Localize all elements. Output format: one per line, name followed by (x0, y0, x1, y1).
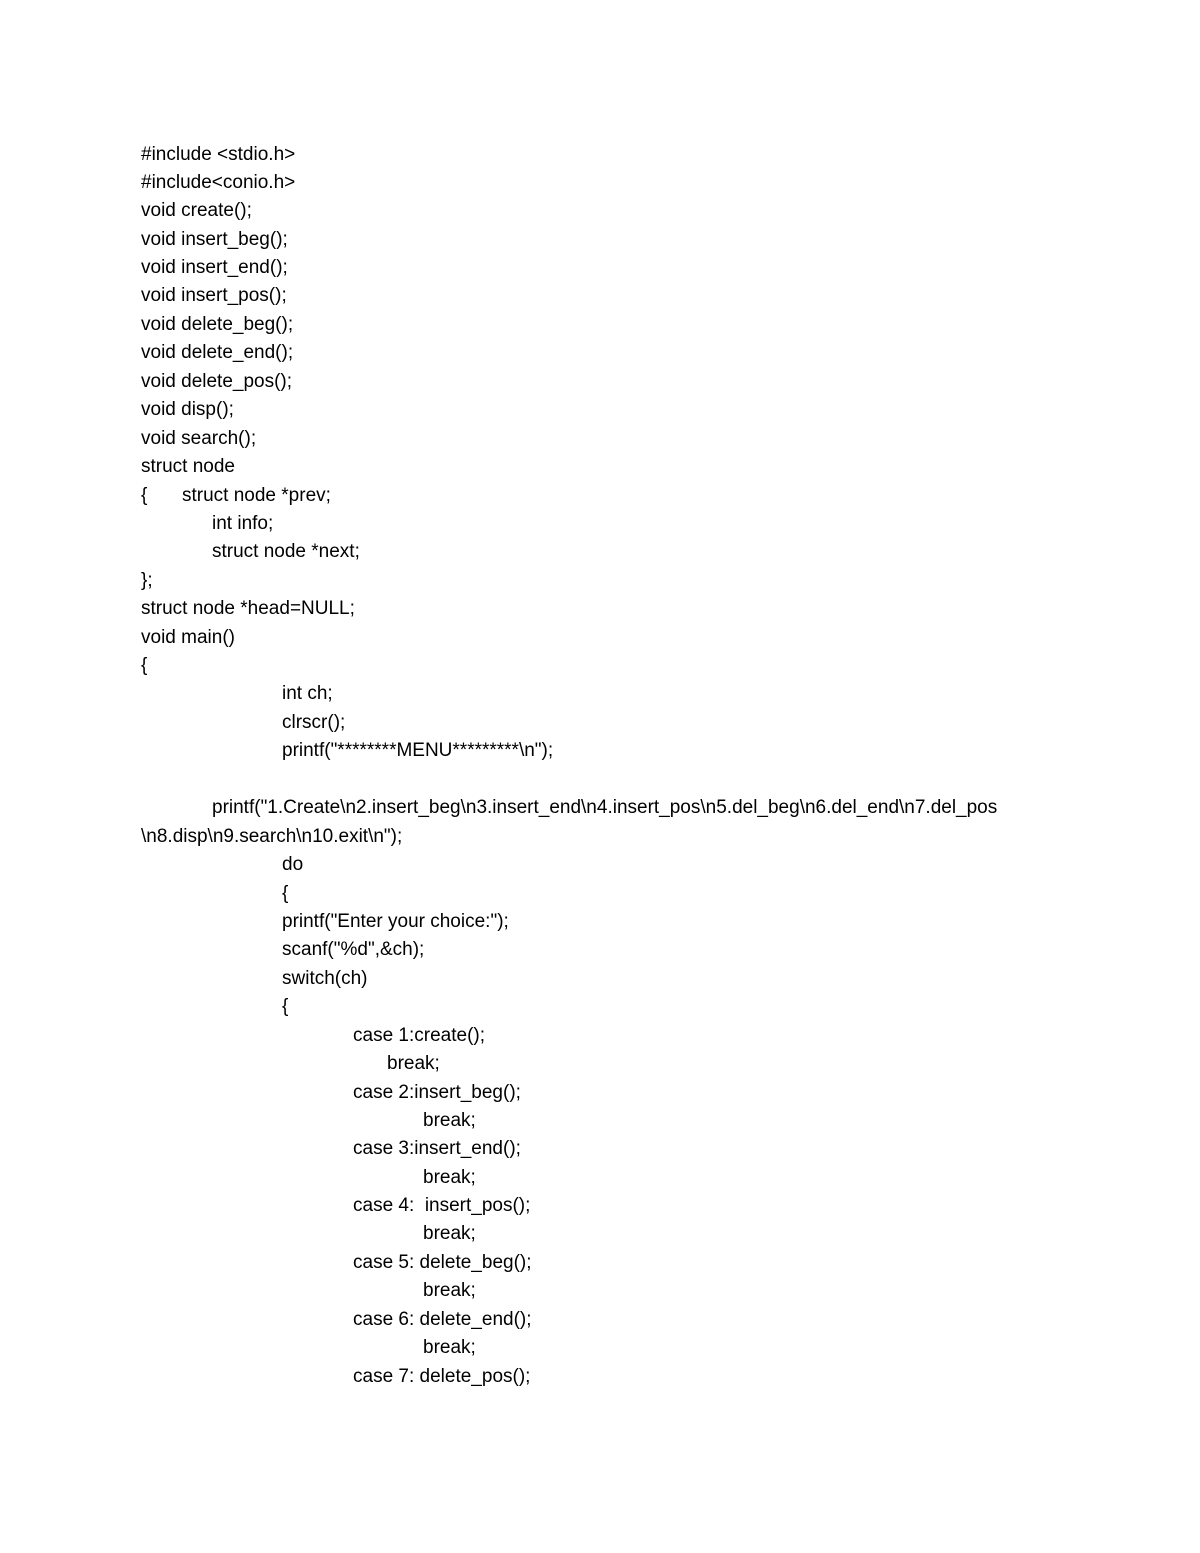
code-line: void disp(); (141, 399, 234, 420)
code-line: break; (387, 1053, 440, 1074)
code-line: case 3:insert_end(); (353, 1138, 521, 1159)
code-line: void create(); (141, 200, 252, 221)
code-line: clrscr(); (282, 712, 346, 733)
code-line: void delete_end(); (141, 342, 294, 363)
code-line: do (282, 854, 304, 875)
code-line: void insert_beg(); (141, 229, 288, 250)
code-line: printf("1.Create\n2.insert_beg\n3.insert_end\n4.insert_pos\n5.del_beg\n6.del_end\n7.del_pos (212, 797, 998, 818)
code-line: case 2:insert_beg(); (353, 1082, 521, 1103)
code-line: break; (423, 1337, 476, 1358)
code-line: }; (141, 570, 153, 591)
code-line: int info; (212, 513, 274, 534)
code-line: \n8.disp\n9.search\n10.exit\n"); (141, 826, 403, 847)
code-line: struct node (141, 456, 235, 477)
code-line: void insert_pos(); (141, 285, 287, 306)
code-line: void insert_end(); (141, 257, 288, 278)
code-line: void delete_beg(); (141, 314, 294, 335)
code-line: printf("Enter your choice:"); (282, 911, 509, 932)
code-line: case 6: delete_end(); (353, 1309, 532, 1330)
code-line: { (282, 996, 289, 1017)
code-line: case 7: delete_pos(); (353, 1366, 531, 1387)
code-line: struct node *head=NULL; (141, 598, 355, 619)
code-line: break; (423, 1280, 476, 1301)
code-line: { (141, 485, 148, 506)
code-line: break; (423, 1110, 476, 1131)
code-line: #include <stdio.h> (141, 144, 296, 165)
code-line: struct node *next; (212, 541, 360, 562)
code-line: case 5: delete_beg(); (353, 1252, 532, 1273)
code-line: #include<conio.h> (141, 172, 296, 193)
code-line: void search(); (141, 428, 257, 449)
code-line: break; (423, 1167, 476, 1188)
code-line: struct node *prev; (182, 485, 331, 506)
code-line: break; (423, 1223, 476, 1244)
code-line: switch(ch) (282, 968, 368, 989)
code-line: scanf("%d",&ch); (282, 939, 425, 960)
code-line: int ch; (282, 683, 333, 704)
code-line: void main() (141, 627, 235, 648)
code-line: case 1:create(); (353, 1025, 485, 1046)
code-line: { (141, 655, 148, 676)
code-line: void delete_pos(); (141, 371, 293, 392)
code-line: { (282, 883, 289, 904)
code-line: case 4: insert_pos(); (353, 1195, 531, 1216)
code-line: printf("********MENU*********\n"); (282, 740, 554, 761)
